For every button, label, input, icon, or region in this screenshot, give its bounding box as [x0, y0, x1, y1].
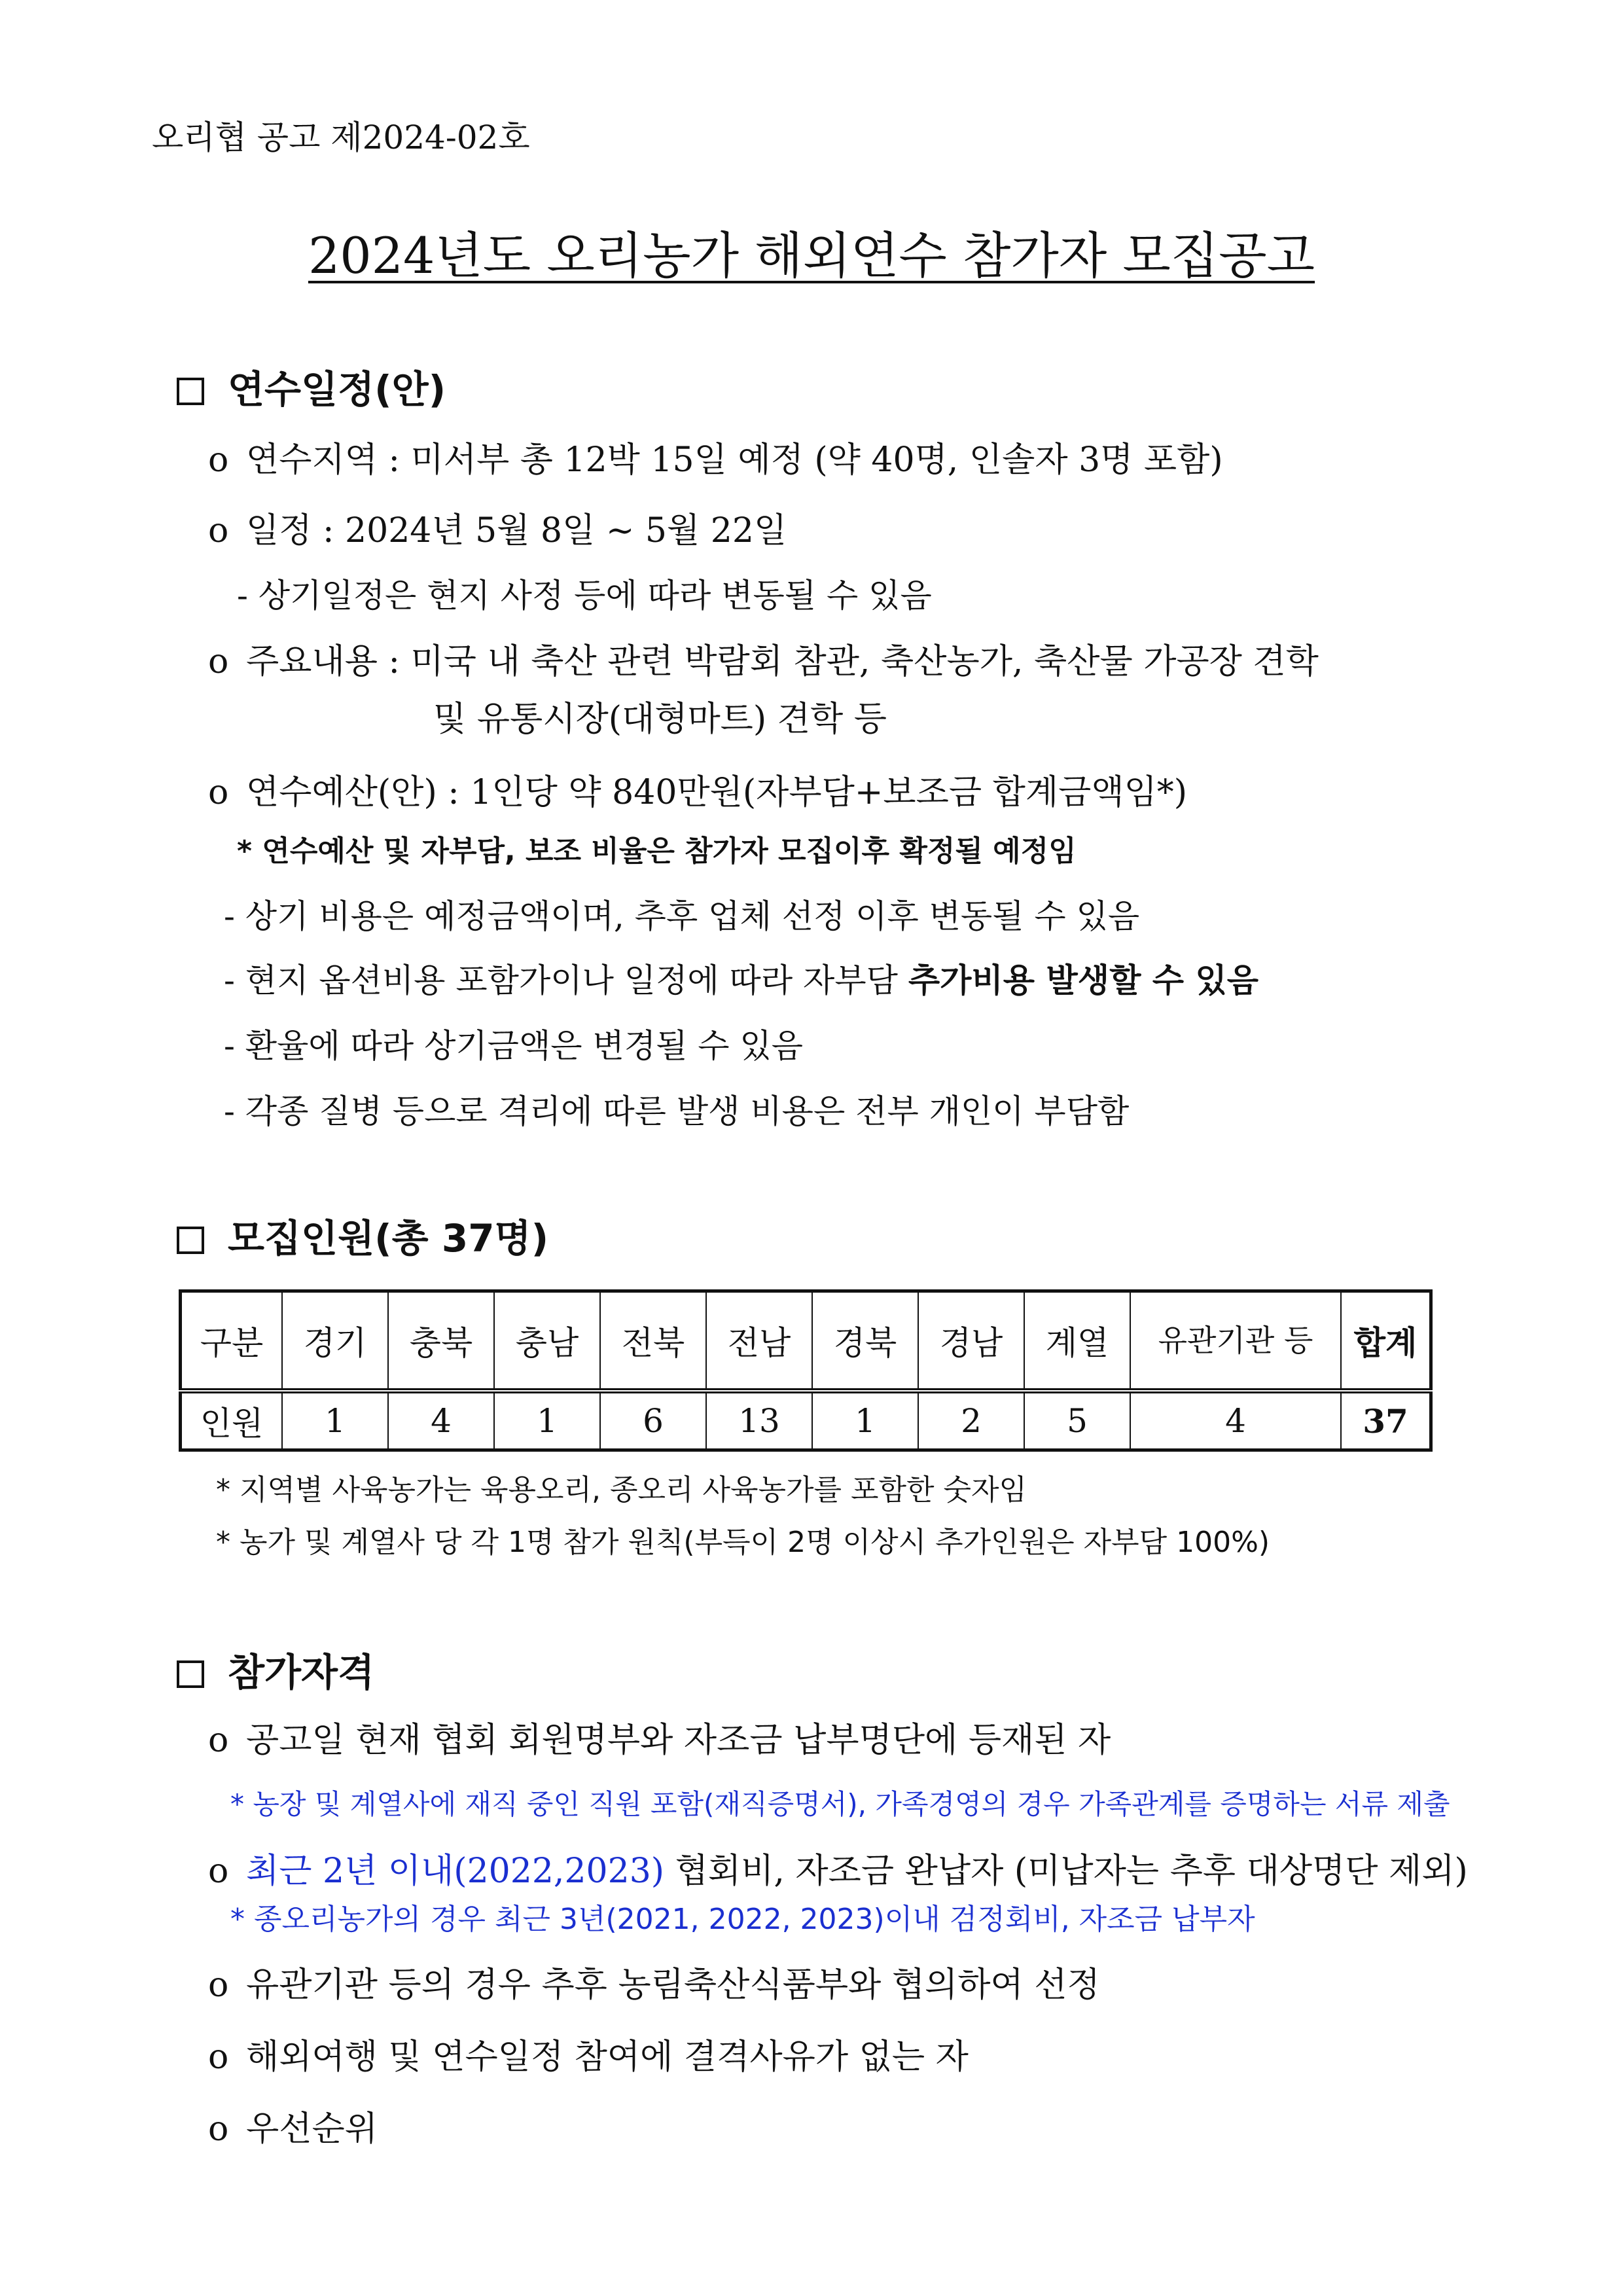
eligibility-item-5	[208, 2101, 378, 2150]
cost-note-1: - 상기 비용은 예정금액이며, 추후 업체 선정 이후 변동될 수 있음	[224, 897, 1140, 935]
eligibility-item-4-text: 해외여행 및 연수일정 참여에 결격사유가 없는 자	[246, 2037, 969, 2077]
table-header-cell: 경남	[918, 1291, 1024, 1391]
schedule-date-text: 일정 : 2024년 5월 8일 ~ 5월 22일	[246, 511, 787, 550]
bullet-mark: o	[208, 440, 229, 480]
cost-note-3: - 환율에 따라 상기금액은 변경될 수 있음	[224, 1027, 804, 1065]
bullet-mark: o	[208, 1965, 229, 2005]
bullet-mark: o	[208, 773, 229, 812]
recruitment-star-note-1: * 지역별 사육농가는 육용오리, 종오리 사육농가를 포함한 숫자임	[216, 1473, 1027, 1507]
bullet-mark: o	[208, 2109, 229, 2149]
checkbox-square-icon	[177, 1227, 204, 1254]
cost-note-2-emphasis: 추가비용 발생할 수 있음	[908, 961, 1259, 999]
schedule-region-text: 연수지역 : 미서부 총 12박 15일 예정 (약 40명, 인솔자 3명 포함)	[246, 440, 1223, 480]
eligibility-item-1	[208, 1712, 1111, 1761]
table-cell-total: 37	[1341, 1391, 1431, 1450]
table-header-cell: 충남	[494, 1291, 600, 1391]
page-title: 2024년도 오리농가 해외연수 참가자 모집공고	[308, 226, 1315, 285]
table-cell: 5	[1024, 1391, 1130, 1450]
section-heading-text: 모집인원(총 37명)	[228, 1216, 549, 1261]
eligibility-item-4	[208, 2029, 969, 2078]
eligibility-item-2	[208, 1843, 1468, 1892]
table-header-cell: 경북	[812, 1291, 918, 1391]
section-heading-recruitment	[177, 1208, 548, 1263]
table-cell: 2	[918, 1391, 1024, 1450]
table-header-cell: 전북	[600, 1291, 706, 1391]
schedule-date-item	[208, 503, 787, 552]
table-cell: 4	[388, 1391, 494, 1450]
eligibility-item-3	[208, 1957, 1100, 2006]
checkbox-square-icon	[177, 1660, 204, 1688]
eligibility-item-2-text: 협회비, 자조금 완납자 (미납자는 추후 대상명단 제외)	[664, 1852, 1468, 1891]
table-header-cell: 전남	[706, 1291, 812, 1391]
eligibility-item-1-text: 공고일 현재 협회 회원명부와 자조금 납부명단에 등재된 자	[246, 1721, 1111, 1760]
table-header-cell: 경기	[282, 1291, 388, 1391]
table-cell: 1	[494, 1391, 600, 1450]
schedule-region-item	[208, 432, 1223, 481]
bullet-mark: o	[208, 1721, 229, 1760]
bullet-mark: o	[208, 1852, 229, 1891]
budget-star-note: * 연수예산 및 자부담, 보조 비율은 참가자 모집이후 확정될 예정임	[237, 834, 1077, 868]
table-cell: 1	[282, 1391, 388, 1450]
main-content-continuation: 및 유통시장(대형마트) 견학 등	[433, 700, 887, 739]
recruitment-star-note-2: * 농가 및 계열사 당 각 1명 참가 원칙(부득이 2명 이상시 추가인원은 자부담 100%)	[216, 1526, 1270, 1559]
checkbox-square-icon	[177, 378, 204, 405]
eligibility-item-5-text: 우선순위	[246, 2109, 378, 2149]
bullet-mark: o	[208, 511, 229, 550]
section-heading-text: 참가자격	[228, 1650, 375, 1695]
budget-item	[208, 764, 1187, 814]
main-content-text: 주요내용 : 미국 내 축산 관련 박람회 참관, 축산농가, 축산물 가공장 견학	[246, 642, 1319, 681]
table-header-cell: 충북	[388, 1291, 494, 1391]
eligibility-item-2-star: * 종오리농가의 경우 최근 3년(2021, 2022, 2023)이내 검정회비, 자조금 납부자	[230, 1903, 1255, 1936]
schedule-change-note: - 상기일정은 현지 사정 등에 따라 변동될 수 있음	[237, 577, 932, 615]
eligibility-item-2-highlight: 최근 2년 이내(2022,2023)	[246, 1852, 665, 1891]
main-content-item	[208, 634, 1319, 683]
eligibility-item-3-text: 유관기관 등의 경우 추후 농림축산식품부와 협의하여 선정	[246, 1965, 1100, 2005]
table-header-cell: 유관기관 등	[1130, 1291, 1341, 1391]
table-header-total: 합계	[1341, 1291, 1431, 1391]
bullet-mark: o	[208, 2037, 229, 2077]
notice-number: 오리협 공고 제2024-02호	[152, 118, 530, 156]
cost-note-2	[224, 954, 1258, 1001]
eligibility-item-1-star: * 농장 및 계열사에 재직 중인 직원 포함(재직증명서), 가족경영의 경우 가족관계를 증명하는 서류 제출	[230, 1788, 1450, 1820]
table-header-cell: 구분	[181, 1291, 283, 1391]
table-cell: 1	[812, 1391, 918, 1450]
recruitment-table	[179, 1289, 1433, 1452]
section-heading-eligibility	[177, 1641, 374, 1696]
cost-note-4: - 각종 질병 등으로 격리에 따른 발생 비용은 전부 개인이 부담함	[224, 1092, 1130, 1130]
cost-note-2-text: - 현지 옵션비용 포함가이나 일정에 따라 자부담	[224, 961, 908, 999]
table-row-label: 인원	[181, 1391, 283, 1450]
section-heading-text: 연수일정(안)	[228, 367, 446, 412]
table-row	[181, 1391, 1431, 1450]
table-cell: 4	[1130, 1391, 1341, 1450]
table-header-row	[181, 1291, 1431, 1391]
budget-text: 연수예산(안) : 1인당 약 840만원(자부담+보조금 합계금액임*)	[246, 773, 1188, 812]
table-cell: 6	[600, 1391, 706, 1450]
table-cell: 13	[706, 1391, 812, 1450]
table-header-cell: 계열	[1024, 1291, 1130, 1391]
section-heading-schedule	[177, 359, 446, 414]
bullet-mark: o	[208, 642, 229, 681]
